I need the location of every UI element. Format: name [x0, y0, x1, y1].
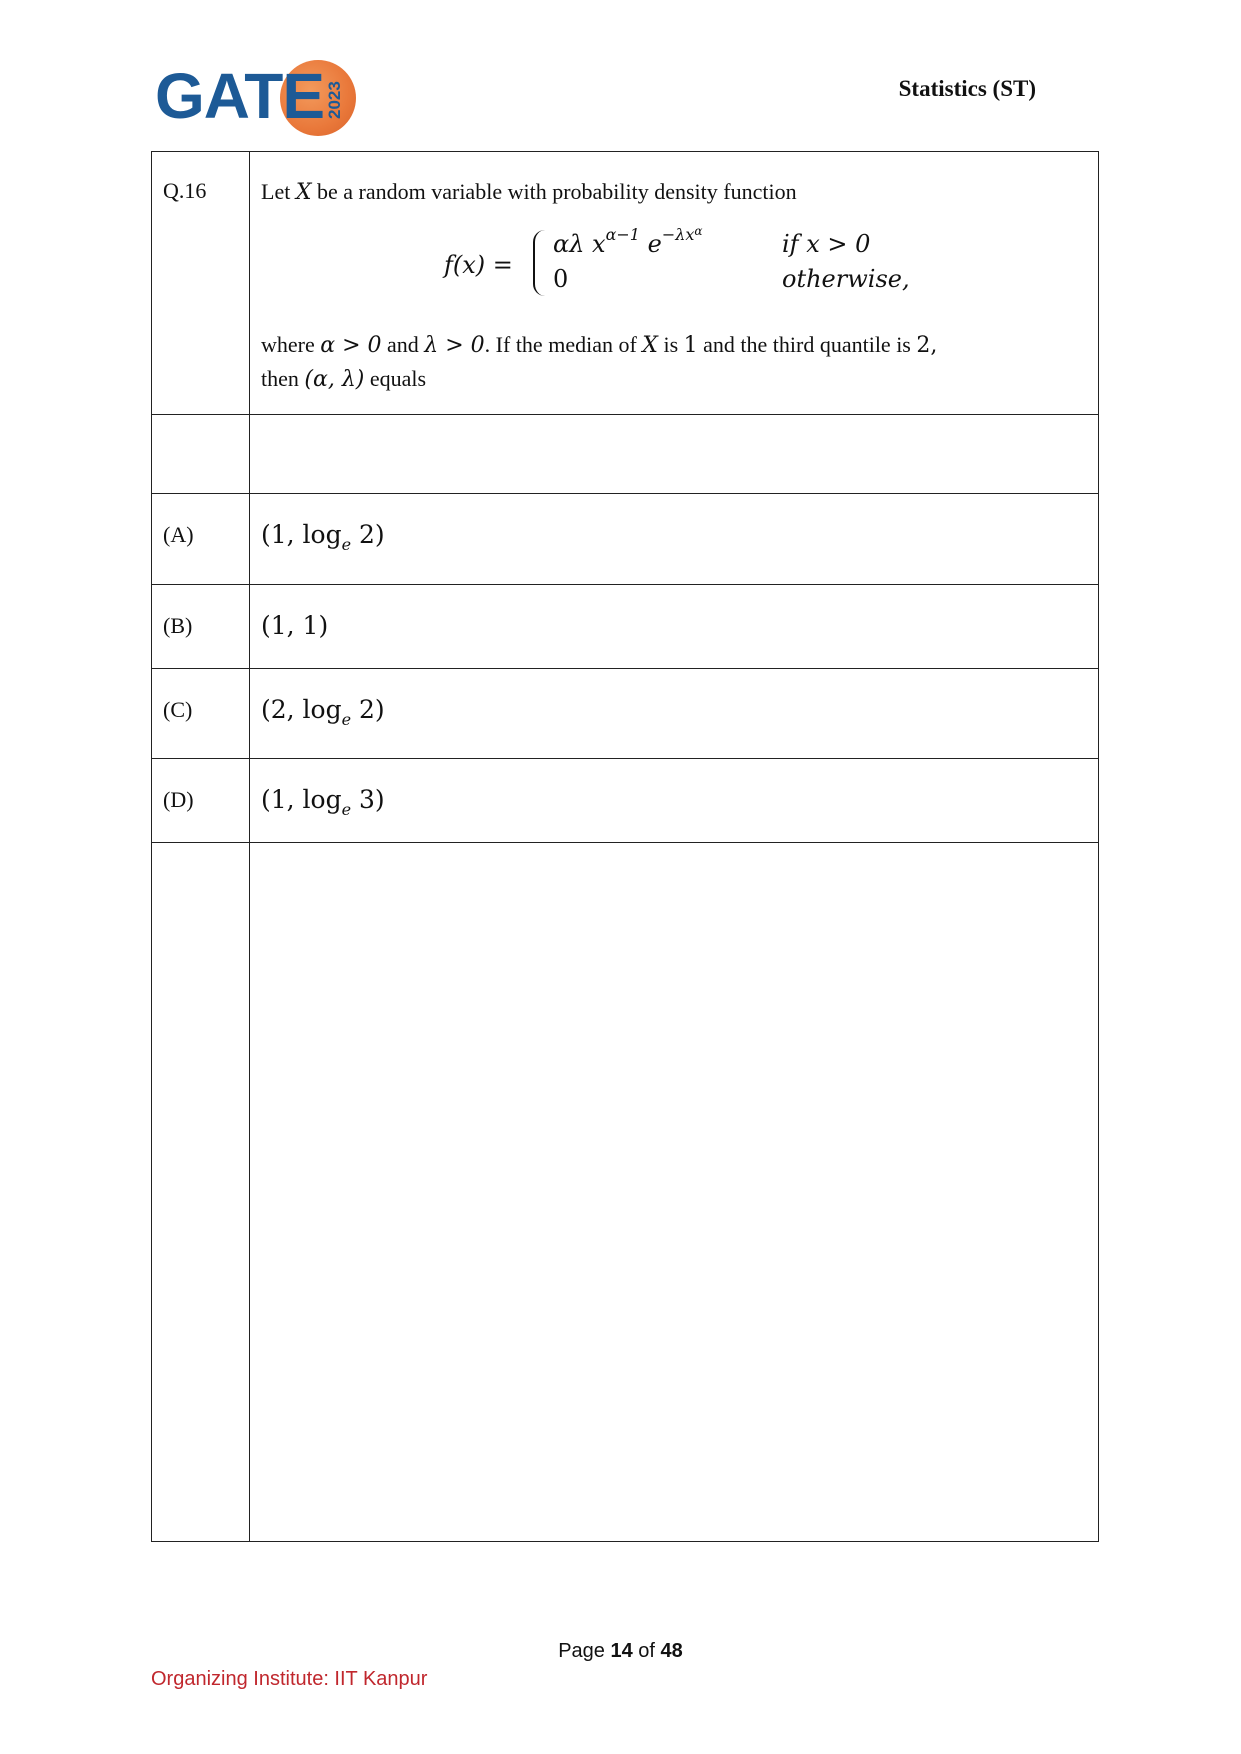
option-label: (A) — [152, 494, 250, 585]
stem-intro: Let X be a random variable with probability density function — [261, 179, 797, 205]
question-stem — [250, 152, 1099, 415]
pdf-lhs: f(x) = — [444, 250, 513, 279]
option-text: (1, $\log_e 2$) — [250, 494, 1099, 585]
var-x: X — [295, 180, 312, 205]
page-number: Page 14 of 48 — [558, 1640, 683, 1662]
option-text: (1, $\log_e 3$) — [250, 759, 1099, 843]
option-text: (2, $\log_e 2$) — [250, 669, 1099, 759]
option-label: (C) — [152, 669, 250, 759]
option-text: (1, 1) — [250, 585, 1099, 669]
blank-row — [152, 415, 1099, 494]
pdf-case2-expr: 0 — [553, 264, 569, 293]
option-label: (D) — [152, 759, 250, 843]
solution-blank-row — [152, 843, 1099, 1542]
question-number: Q.16 — [152, 152, 250, 415]
pdf-formula — [261, 220, 1087, 310]
option-row-d — [152, 759, 1099, 843]
logo-text: GATE — [155, 60, 325, 132]
pdf-case2-cond: otherwise, — [782, 264, 910, 293]
subject-title: Statistics (ST) — [898, 76, 1036, 101]
gate-logo — [155, 60, 355, 140]
brace — [533, 230, 545, 296]
organizing-institute: Organizing Institute: IIT Kanpur — [151, 1668, 428, 1690]
question-table — [151, 151, 1099, 1542]
question-row — [152, 152, 1099, 415]
option-row-a — [152, 494, 1099, 585]
logo-year: 2023 — [325, 81, 344, 119]
option-row-c — [152, 669, 1099, 759]
pdf-case1-expr: αλ $x^{\alpha-1}$ $e^{-\lambda x^\alpha}$ — [553, 223, 703, 258]
stem-tail: where α > 0 and λ > 0. If the median of X is 1 and the third quantile is 2, then (α, λ) equals — [261, 331, 938, 392]
pdf-case1-cond: if x > 0 — [782, 229, 871, 258]
option-row-b — [152, 585, 1099, 669]
option-label: (B) — [152, 585, 250, 669]
